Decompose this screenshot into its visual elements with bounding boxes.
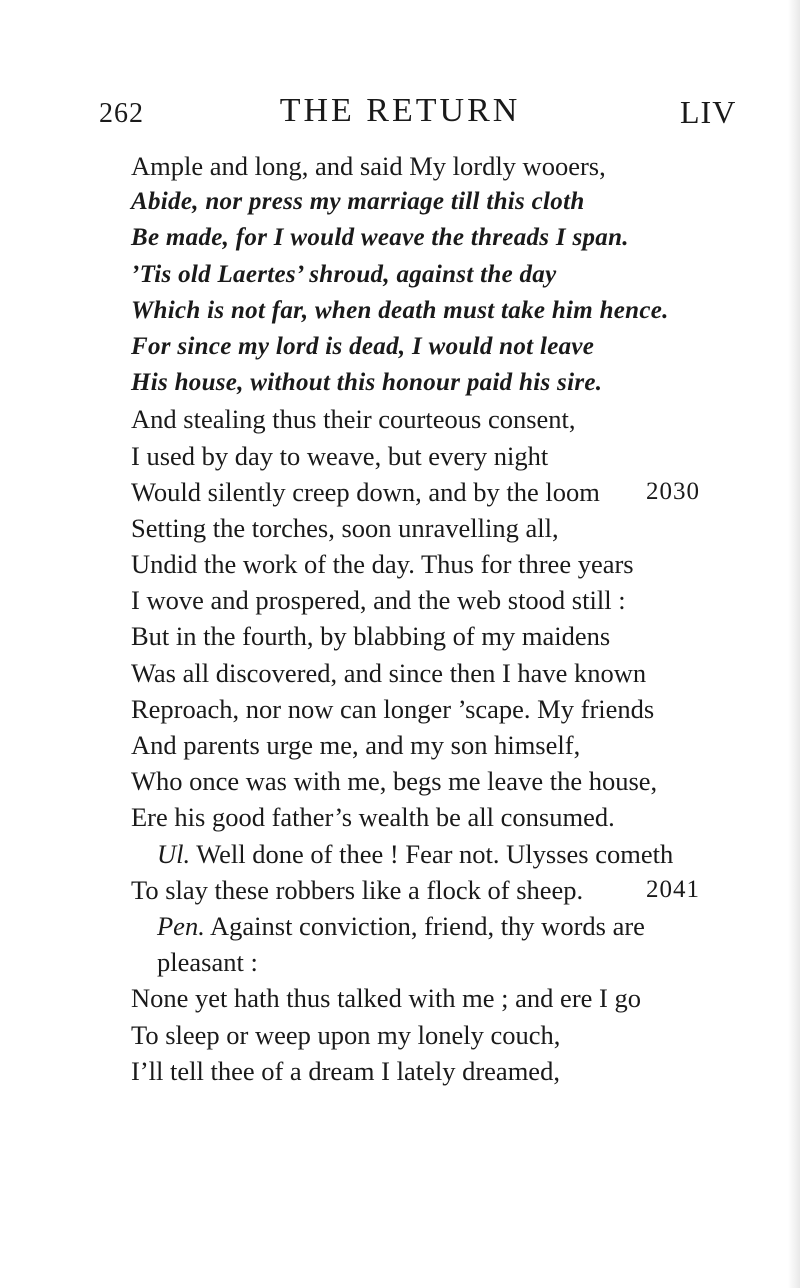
line-text: Against conviction, friend, thy words are (210, 910, 645, 941)
line-text: None yet hath thus talked with me ; and ere I go (131, 983, 641, 1014)
line-text: Be made, for I would weave the threads I span. (131, 224, 629, 252)
verse-line (131, 401, 771, 437)
verse-line (131, 872, 771, 908)
verse-line (131, 727, 771, 763)
verse-line (131, 438, 771, 474)
running-title: THE RETURN (279, 92, 521, 129)
verse-line (131, 836, 771, 872)
speaker-label: Ul. (157, 838, 191, 869)
verse-line (131, 799, 771, 835)
verse-line (131, 980, 771, 1016)
verse-line (131, 655, 771, 691)
line-text: I’ll tell thee of a dream I lately dreamed, (131, 1055, 560, 1086)
line-text: To sleep or weep upon my lonely couch, (131, 1019, 561, 1050)
line-text: Who once was with me, begs me leave the house, (131, 766, 658, 797)
line-text: But in the fourth, by blabbing of my maidens (131, 621, 611, 652)
line-text: And parents urge me, and my son himself, (131, 730, 581, 760)
line-text: Well done of thee ! Fear not. Ulysses cometh (196, 838, 674, 869)
line-text: ’Tis old Laertes’ shroud, against the day (131, 260, 557, 288)
section-number: LIV (680, 94, 737, 130)
line-text: His house, without this honour paid his sire. (131, 369, 603, 397)
line-text: And stealing thus their courteous consent, (131, 404, 576, 435)
line-text: For since my lord is dead, I would not leave (131, 332, 595, 360)
verse-line (131, 1017, 771, 1053)
verse-line (131, 763, 771, 799)
verse-line (131, 582, 771, 618)
verse-line (131, 1053, 771, 1089)
line-text: pleasant : (157, 947, 258, 978)
line-text: Abide, nor press my marriage till this cloth (131, 188, 585, 216)
verse-text (131, 148, 771, 1089)
verse-line (131, 474, 771, 510)
line-text: Undid the work of the day. Thus for three years (131, 549, 634, 580)
verse-line (131, 365, 771, 401)
verse-line (131, 546, 771, 582)
line-text: Ere his good father’s wealth be all consumed. (131, 802, 615, 833)
verse-line (131, 220, 771, 256)
line-text: Would silently creep down, and by the loom (131, 476, 600, 507)
line-text: To slay these robbers like a flock of sheep. (131, 874, 584, 905)
verse-line (131, 257, 771, 293)
line-text: Was all discovered, and since then I have known (131, 657, 647, 688)
verse-line (131, 691, 771, 727)
verse-line (131, 184, 771, 220)
line-number: 2030 (646, 477, 700, 505)
verse-line (131, 148, 771, 184)
verse-line (131, 618, 771, 654)
line-text: Ample and long, and said My lordly wooers, (131, 151, 606, 181)
verse-line (131, 908, 771, 944)
verse-line (131, 293, 771, 329)
line-text: Which is not far, when death must take him hence. (131, 296, 669, 324)
page-edge-shadow (788, 0, 800, 1288)
line-number: 2041 (646, 875, 700, 903)
line-text: Setting the torches, soon unravelling all, (131, 512, 559, 543)
line-text: Reproach, nor now can longer ’scape. My friends (131, 693, 655, 724)
running-header (0, 92, 800, 136)
verse-line (131, 944, 771, 980)
verse-line (131, 510, 771, 546)
page-number: 262 (99, 98, 144, 129)
speaker-label: Pen. (157, 910, 205, 941)
verse-line (131, 329, 771, 365)
line-text: I wove and prospered, and the web stood still : (131, 585, 626, 616)
line-text: I used by day to weave, but every night (131, 440, 549, 471)
